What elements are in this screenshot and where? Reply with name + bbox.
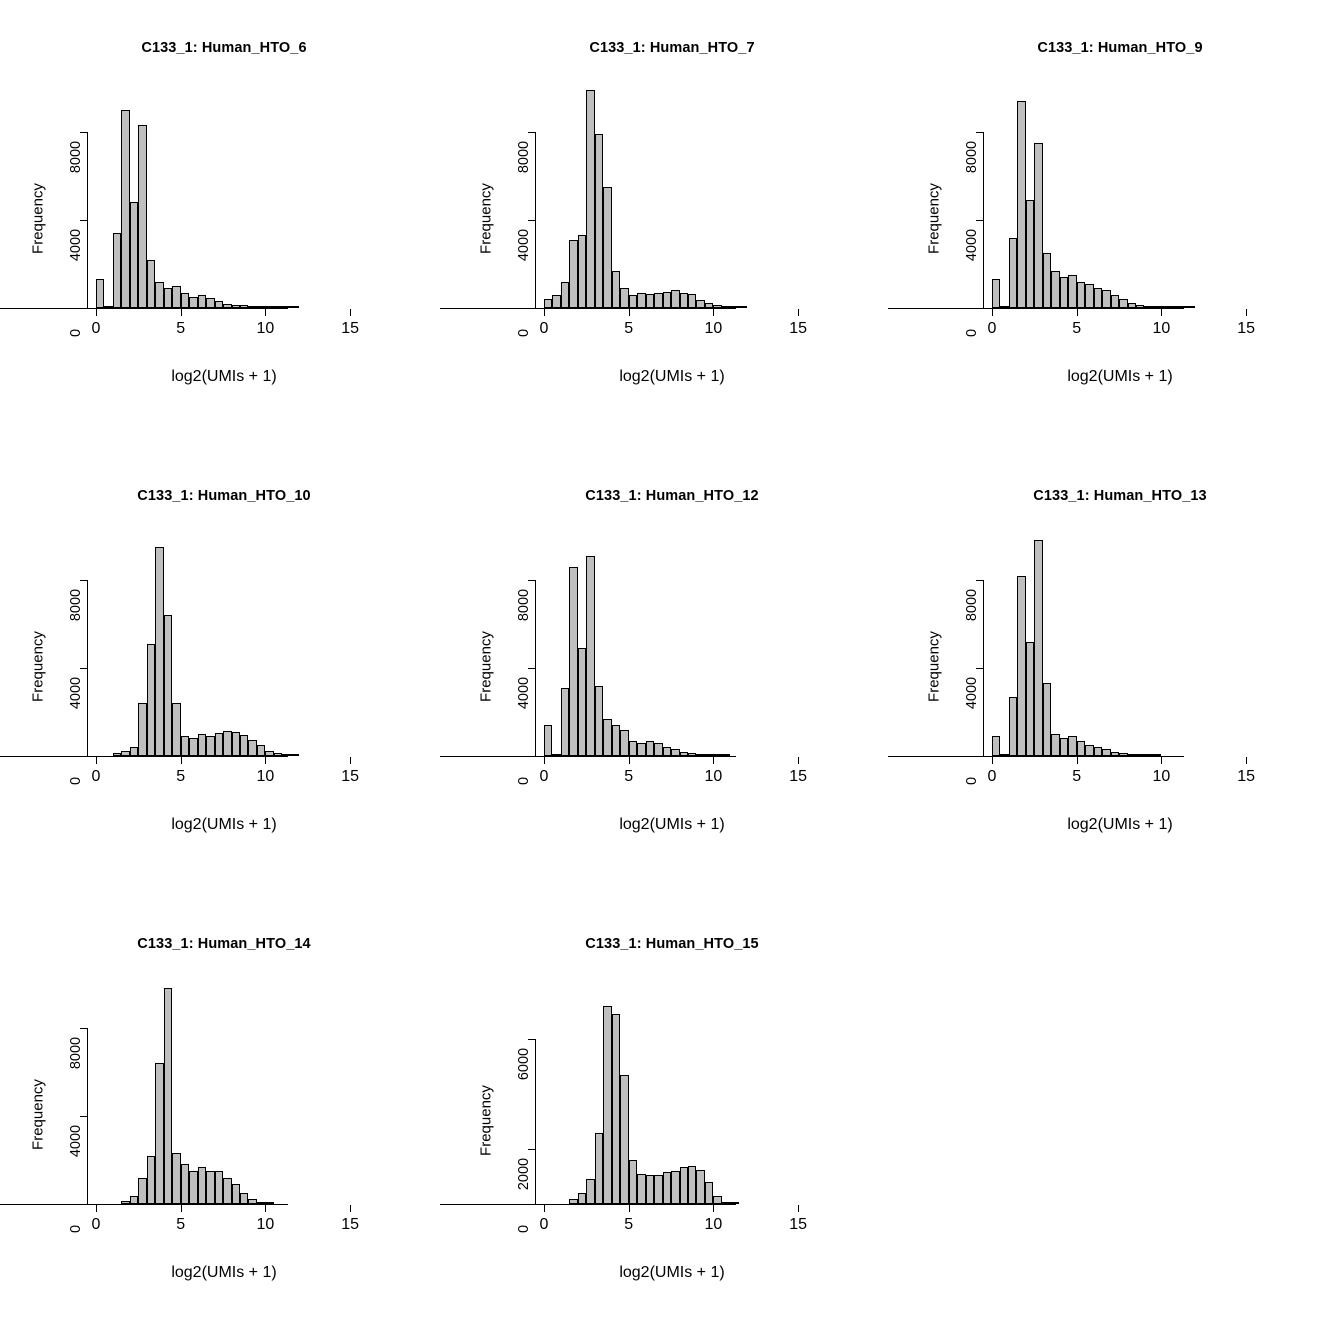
histogram-bars bbox=[992, 536, 1280, 756]
histogram-bar bbox=[138, 703, 146, 756]
histogram-bar bbox=[1034, 540, 1042, 756]
histogram-bar bbox=[215, 1171, 223, 1204]
x-axis-tick-label: 15 bbox=[789, 1216, 807, 1233]
histogram-bar bbox=[155, 282, 163, 308]
x-axis-tick bbox=[181, 757, 182, 764]
x-axis-tick-label: 5 bbox=[624, 1216, 634, 1233]
x-axis-tick bbox=[265, 757, 266, 764]
histogram-bar bbox=[1051, 271, 1059, 308]
y-axis-tick-label: 6000 bbox=[516, 1047, 532, 1081]
x-axis-tick bbox=[544, 757, 545, 764]
x-axis-tick bbox=[1077, 757, 1078, 764]
y-axis-tick-label: 4000 bbox=[964, 228, 980, 262]
histogram-bar bbox=[595, 134, 603, 308]
histogram-bar bbox=[629, 295, 637, 308]
histogram-bar bbox=[654, 1175, 662, 1204]
y-axis-line bbox=[535, 1039, 536, 1204]
x-axis-tick-label: 0 bbox=[91, 1216, 101, 1233]
x-axis-title: log2(UMIs + 1) bbox=[1067, 368, 1173, 385]
y-axis-title: Frequency bbox=[477, 631, 495, 702]
histogram-bar bbox=[198, 734, 206, 756]
histogram-bar bbox=[620, 288, 628, 308]
x-axis-title: log2(UMIs + 1) bbox=[619, 368, 725, 385]
histogram-bar bbox=[1077, 282, 1085, 308]
histogram-bar bbox=[629, 741, 637, 756]
histogram-bar bbox=[232, 732, 240, 756]
histogram-bar bbox=[155, 1063, 163, 1204]
histogram-bar bbox=[603, 719, 611, 756]
histogram-bars bbox=[96, 88, 384, 308]
histogram-bar bbox=[198, 1167, 206, 1204]
x-axis-tick bbox=[798, 757, 799, 764]
histogram-bar bbox=[612, 1014, 620, 1204]
x-axis-tick-label: 0 bbox=[539, 1216, 549, 1233]
histogram-bar bbox=[1111, 295, 1119, 308]
x-axis-tick-label: 5 bbox=[624, 768, 634, 785]
x-axis-title: log2(UMIs + 1) bbox=[1067, 816, 1173, 833]
histogram-bar bbox=[544, 299, 552, 308]
histogram-bar bbox=[629, 1160, 637, 1204]
histogram-panel bbox=[0, 448, 448, 896]
histogram-bar bbox=[240, 735, 248, 756]
histogram-bar bbox=[147, 1156, 155, 1204]
x-axis-tick bbox=[544, 309, 545, 316]
histogram-bar bbox=[646, 1175, 654, 1204]
histogram-bar bbox=[612, 271, 620, 308]
x-axis-tick bbox=[992, 757, 993, 764]
plot-area bbox=[992, 88, 1280, 308]
histogram-bar bbox=[739, 306, 747, 308]
x-axis-tick-label: 0 bbox=[91, 320, 101, 337]
x-axis-line bbox=[0, 1204, 288, 1205]
plot-area bbox=[544, 88, 832, 308]
x-axis-tick-label: 10 bbox=[704, 768, 723, 785]
x-axis-tick bbox=[265, 309, 266, 316]
histogram-bar bbox=[586, 90, 594, 308]
histogram-bars bbox=[992, 88, 1280, 308]
plot-area bbox=[992, 536, 1280, 756]
y-axis-tick-label: 4000 bbox=[964, 676, 980, 710]
x-axis-tick-label: 5 bbox=[624, 320, 634, 337]
histogram-bar bbox=[552, 295, 560, 308]
histogram-bar bbox=[181, 1164, 189, 1204]
histogram-bar bbox=[291, 306, 299, 308]
plot-area bbox=[544, 984, 832, 1204]
histogram-bar bbox=[248, 740, 256, 757]
y-axis-tick-label: 8000 bbox=[516, 140, 532, 174]
y-axis-tick-label: 4000 bbox=[68, 228, 84, 262]
x-axis-tick bbox=[350, 309, 351, 316]
histogram-bar bbox=[663, 747, 671, 756]
histogram-panel bbox=[0, 896, 448, 1344]
x-axis-title: log2(UMIs + 1) bbox=[171, 368, 277, 385]
histogram-bar bbox=[663, 292, 671, 309]
x-axis-tick bbox=[265, 1205, 266, 1212]
histogram-bar bbox=[172, 703, 180, 756]
y-axis-tick-label: 4000 bbox=[68, 676, 84, 710]
histogram-bar bbox=[1077, 741, 1085, 756]
histogram-bar bbox=[1009, 697, 1017, 756]
x-axis-tick bbox=[1161, 309, 1162, 316]
histogram-bar bbox=[189, 738, 197, 756]
y-axis-title: Frequency bbox=[29, 1079, 47, 1150]
histogram-bar bbox=[637, 743, 645, 756]
histogram-bar bbox=[646, 741, 654, 756]
histogram-bar bbox=[121, 110, 129, 308]
histogram-bar bbox=[578, 1193, 586, 1204]
x-axis-line bbox=[0, 756, 288, 757]
y-axis-tick-label: 4000 bbox=[68, 1124, 84, 1158]
x-axis-tick bbox=[629, 309, 630, 316]
plot-area bbox=[96, 984, 384, 1204]
histogram-bars bbox=[544, 88, 832, 308]
histogram-panel bbox=[448, 0, 896, 448]
histogram-bar bbox=[569, 240, 577, 308]
histogram-bar bbox=[586, 1179, 594, 1204]
y-axis-tick-label: 0 bbox=[516, 776, 532, 786]
y-axis-tick-label: 0 bbox=[964, 776, 980, 786]
histogram-bar bbox=[1085, 284, 1093, 308]
x-axis-tick-label: 15 bbox=[1237, 768, 1255, 785]
histogram-bar bbox=[1102, 749, 1110, 756]
histogram-bar bbox=[586, 556, 594, 756]
histogram-bar bbox=[705, 1182, 713, 1204]
x-axis-tick-label: 15 bbox=[341, 320, 359, 337]
y-axis-line bbox=[535, 580, 536, 756]
histogram-bar bbox=[1026, 642, 1034, 756]
histogram-bar bbox=[595, 1133, 603, 1205]
y-axis-title: Frequency bbox=[925, 631, 943, 702]
panel-title: C133_1: Human_HTO_7 bbox=[589, 40, 755, 56]
panel-title: C133_1: Human_HTO_9 bbox=[1037, 40, 1203, 56]
histogram-bar bbox=[561, 688, 569, 756]
histogram-bar bbox=[671, 749, 679, 756]
x-axis-tick-label: 10 bbox=[256, 768, 275, 785]
y-axis-line bbox=[87, 132, 88, 308]
histogram-bar bbox=[646, 294, 654, 308]
histogram-panel bbox=[448, 448, 896, 896]
x-axis-tick-label: 5 bbox=[1072, 768, 1082, 785]
histogram-bar bbox=[215, 301, 223, 308]
y-axis-tick-label: 0 bbox=[68, 776, 84, 786]
y-axis-line bbox=[87, 1028, 88, 1204]
histogram-bars bbox=[544, 984, 832, 1204]
histogram-bar bbox=[603, 1006, 611, 1204]
histogram-bar bbox=[138, 125, 146, 308]
histogram-bar bbox=[1043, 683, 1051, 756]
y-axis-tick-label: 4000 bbox=[516, 228, 532, 262]
x-axis-tick bbox=[1161, 757, 1162, 764]
histogram-bar bbox=[1026, 200, 1034, 308]
histogram-bar bbox=[223, 731, 231, 756]
histogram-bar bbox=[291, 754, 299, 756]
x-axis-line bbox=[0, 308, 288, 309]
histogram-bar bbox=[215, 733, 223, 756]
x-axis-tick-label: 10 bbox=[704, 320, 723, 337]
histogram-bar bbox=[1119, 299, 1127, 308]
x-axis-tick bbox=[629, 1205, 630, 1212]
x-axis-tick bbox=[181, 1205, 182, 1212]
histogram-bar bbox=[544, 725, 552, 756]
histogram-bars bbox=[544, 536, 832, 756]
histogram-bar bbox=[223, 1178, 231, 1204]
histogram-bar bbox=[1017, 101, 1025, 308]
x-axis-tick-label: 0 bbox=[91, 768, 101, 785]
x-axis-tick bbox=[798, 309, 799, 316]
x-axis-tick bbox=[181, 309, 182, 316]
histogram-bar bbox=[612, 725, 620, 756]
histogram-bar bbox=[147, 644, 155, 756]
y-axis-title: Frequency bbox=[477, 1084, 495, 1156]
x-axis-tick bbox=[96, 1205, 97, 1212]
y-axis-line bbox=[87, 580, 88, 756]
histogram-bar bbox=[1068, 275, 1076, 308]
histogram-bar bbox=[688, 1166, 696, 1205]
histogram-bar bbox=[138, 1178, 146, 1204]
histogram-bar bbox=[130, 202, 138, 308]
histogram-bar bbox=[172, 1153, 180, 1204]
x-axis-tick bbox=[1077, 309, 1078, 316]
x-axis-title: log2(UMIs + 1) bbox=[619, 816, 725, 833]
histogram-bar bbox=[1051, 734, 1059, 756]
x-axis-tick-label: 15 bbox=[789, 768, 807, 785]
histogram-bars bbox=[96, 984, 384, 1204]
histogram-bar bbox=[189, 297, 197, 308]
histogram-bar bbox=[130, 747, 138, 756]
histogram-bar bbox=[1068, 736, 1076, 756]
histogram-bar bbox=[189, 1171, 197, 1204]
y-axis-tick-label: 8000 bbox=[964, 140, 980, 174]
histogram-bar bbox=[147, 260, 155, 308]
histogram-bar bbox=[569, 567, 577, 756]
x-axis-tick bbox=[350, 757, 351, 764]
x-axis-line bbox=[888, 308, 1184, 309]
histogram-bar bbox=[654, 743, 662, 756]
x-axis-tick-label: 10 bbox=[256, 1216, 275, 1233]
x-axis-tick-label: 15 bbox=[1237, 320, 1255, 337]
histogram-bars bbox=[96, 536, 384, 756]
y-axis-line bbox=[983, 580, 984, 756]
x-axis-tick bbox=[992, 309, 993, 316]
histogram-bar bbox=[1017, 576, 1025, 756]
histogram-bar bbox=[992, 736, 1000, 756]
histogram-bar bbox=[1060, 277, 1068, 308]
histogram-bar bbox=[1187, 306, 1195, 308]
histogram-bar bbox=[198, 295, 206, 308]
x-axis-line bbox=[440, 1204, 736, 1205]
x-axis-tick bbox=[1246, 757, 1247, 764]
x-axis-tick bbox=[798, 1205, 799, 1212]
x-axis-tick-label: 15 bbox=[341, 1216, 359, 1233]
histogram-bar bbox=[257, 745, 265, 756]
histogram-bar bbox=[130, 1196, 138, 1204]
x-axis-title: log2(UMIs + 1) bbox=[171, 1264, 277, 1281]
x-axis-tick bbox=[713, 1205, 714, 1212]
histogram-bar bbox=[603, 187, 611, 308]
histogram-bar bbox=[680, 293, 688, 308]
histogram-bar bbox=[1060, 738, 1068, 756]
x-axis-tick-label: 5 bbox=[176, 320, 186, 337]
x-axis-tick-label: 10 bbox=[1152, 768, 1171, 785]
histogram-bar bbox=[240, 1193, 248, 1204]
x-axis-tick-label: 15 bbox=[789, 320, 807, 337]
x-axis-tick bbox=[1246, 309, 1247, 316]
histogram-bar bbox=[654, 293, 662, 308]
histogram-bar bbox=[620, 1075, 628, 1204]
histogram-bar bbox=[713, 1196, 721, 1204]
x-axis-tick-label: 10 bbox=[704, 1216, 723, 1233]
histogram-panel bbox=[896, 0, 1344, 448]
histogram-bar bbox=[206, 736, 214, 756]
y-axis-title: Frequency bbox=[29, 631, 47, 702]
panel-title: C133_1: Human_HTO_6 bbox=[141, 40, 307, 56]
x-axis-tick-label: 0 bbox=[987, 320, 997, 337]
histogram-panel bbox=[448, 896, 896, 1344]
x-axis-line bbox=[440, 756, 736, 757]
x-axis-line bbox=[440, 308, 736, 309]
histogram-bar bbox=[680, 1167, 688, 1204]
panel-title: C133_1: Human_HTO_14 bbox=[137, 936, 311, 952]
panel-title: C133_1: Human_HTO_13 bbox=[1033, 488, 1207, 504]
x-axis-tick-label: 0 bbox=[539, 320, 549, 337]
y-axis-tick-label: 4000 bbox=[516, 676, 532, 710]
histogram-bar bbox=[1034, 143, 1042, 308]
histogram-bar bbox=[663, 1172, 671, 1204]
x-axis-tick-label: 10 bbox=[1152, 320, 1171, 337]
histogram-bar bbox=[1094, 288, 1102, 308]
plot-area bbox=[96, 88, 384, 308]
histogram-bar bbox=[688, 294, 696, 308]
y-axis-tick-label: 0 bbox=[68, 328, 84, 338]
panel-title: C133_1: Human_HTO_12 bbox=[585, 488, 759, 504]
histogram-bar bbox=[206, 298, 214, 308]
x-axis-title: log2(UMIs + 1) bbox=[619, 1264, 725, 1281]
x-axis-tick bbox=[629, 757, 630, 764]
histogram-bar bbox=[637, 293, 645, 308]
x-axis-line bbox=[888, 756, 1184, 757]
x-axis-tick-label: 5 bbox=[1072, 320, 1082, 337]
x-axis-tick bbox=[713, 757, 714, 764]
plot-area bbox=[96, 536, 384, 756]
x-axis-tick bbox=[350, 1205, 351, 1212]
panel-title: C133_1: Human_HTO_15 bbox=[585, 936, 759, 952]
y-axis-tick-label: 0 bbox=[964, 328, 980, 338]
y-axis-title: Frequency bbox=[477, 183, 495, 254]
histogram-panel bbox=[896, 448, 1344, 896]
y-axis-tick-label: 0 bbox=[68, 1224, 84, 1234]
histogram-bar bbox=[561, 282, 569, 308]
x-axis-tick-label: 5 bbox=[176, 1216, 186, 1233]
histogram-bar bbox=[164, 615, 172, 756]
y-axis-tick-label: 0 bbox=[516, 1224, 532, 1234]
histogram-bar bbox=[155, 547, 163, 756]
histogram-bar bbox=[1043, 253, 1051, 308]
histogram-bar bbox=[992, 279, 1000, 308]
histogram-bar bbox=[1085, 745, 1093, 756]
x-axis-tick-label: 10 bbox=[256, 320, 275, 337]
histogram-bar bbox=[181, 293, 189, 308]
x-axis-tick-label: 15 bbox=[341, 768, 359, 785]
histogram-bar bbox=[1102, 290, 1110, 308]
histogram-bar bbox=[671, 290, 679, 308]
y-axis-title: Frequency bbox=[29, 183, 47, 254]
y-axis-tick-label: 2000 bbox=[516, 1157, 532, 1191]
y-axis-tick-label: 8000 bbox=[516, 588, 532, 622]
histogram-bar bbox=[172, 286, 180, 308]
plot-area bbox=[544, 536, 832, 756]
y-axis-line bbox=[535, 132, 536, 308]
x-axis-title: log2(UMIs + 1) bbox=[171, 816, 277, 833]
histogram-bar bbox=[96, 279, 104, 308]
x-axis-tick bbox=[96, 309, 97, 316]
x-axis-tick-label: 0 bbox=[987, 768, 997, 785]
histogram-bar bbox=[671, 1171, 679, 1204]
y-axis-tick-label: 8000 bbox=[964, 588, 980, 622]
y-axis-tick-label: 8000 bbox=[68, 588, 84, 622]
y-axis-tick-label: 8000 bbox=[68, 140, 84, 174]
histogram-bar bbox=[595, 686, 603, 756]
histogram-bar bbox=[1009, 238, 1017, 308]
histogram-bar bbox=[232, 1184, 240, 1204]
histogram-bar bbox=[578, 235, 586, 308]
histogram-bar bbox=[113, 233, 121, 308]
panel-title: C133_1: Human_HTO_10 bbox=[137, 488, 311, 504]
histogram-bar bbox=[206, 1171, 214, 1204]
y-axis-tick-label: 0 bbox=[516, 328, 532, 338]
histogram-bar bbox=[164, 988, 172, 1204]
histogram-bar bbox=[696, 300, 704, 308]
x-axis-tick-label: 5 bbox=[176, 768, 186, 785]
histogram-bar bbox=[181, 736, 189, 756]
y-axis-title: Frequency bbox=[925, 183, 943, 254]
histogram-bar bbox=[696, 1170, 704, 1204]
histogram-bar bbox=[164, 288, 172, 308]
y-axis-line bbox=[983, 132, 984, 308]
y-axis-tick-label: 8000 bbox=[68, 1036, 84, 1070]
x-axis-tick-label: 0 bbox=[539, 768, 549, 785]
histogram-bar bbox=[620, 730, 628, 756]
x-axis-tick bbox=[544, 1205, 545, 1212]
x-axis-tick bbox=[713, 309, 714, 316]
histogram-bar bbox=[578, 648, 586, 756]
histogram-bar bbox=[1094, 747, 1102, 756]
x-axis-tick bbox=[96, 757, 97, 764]
histogram-bar bbox=[637, 1174, 645, 1204]
histogram-panel bbox=[0, 0, 448, 448]
